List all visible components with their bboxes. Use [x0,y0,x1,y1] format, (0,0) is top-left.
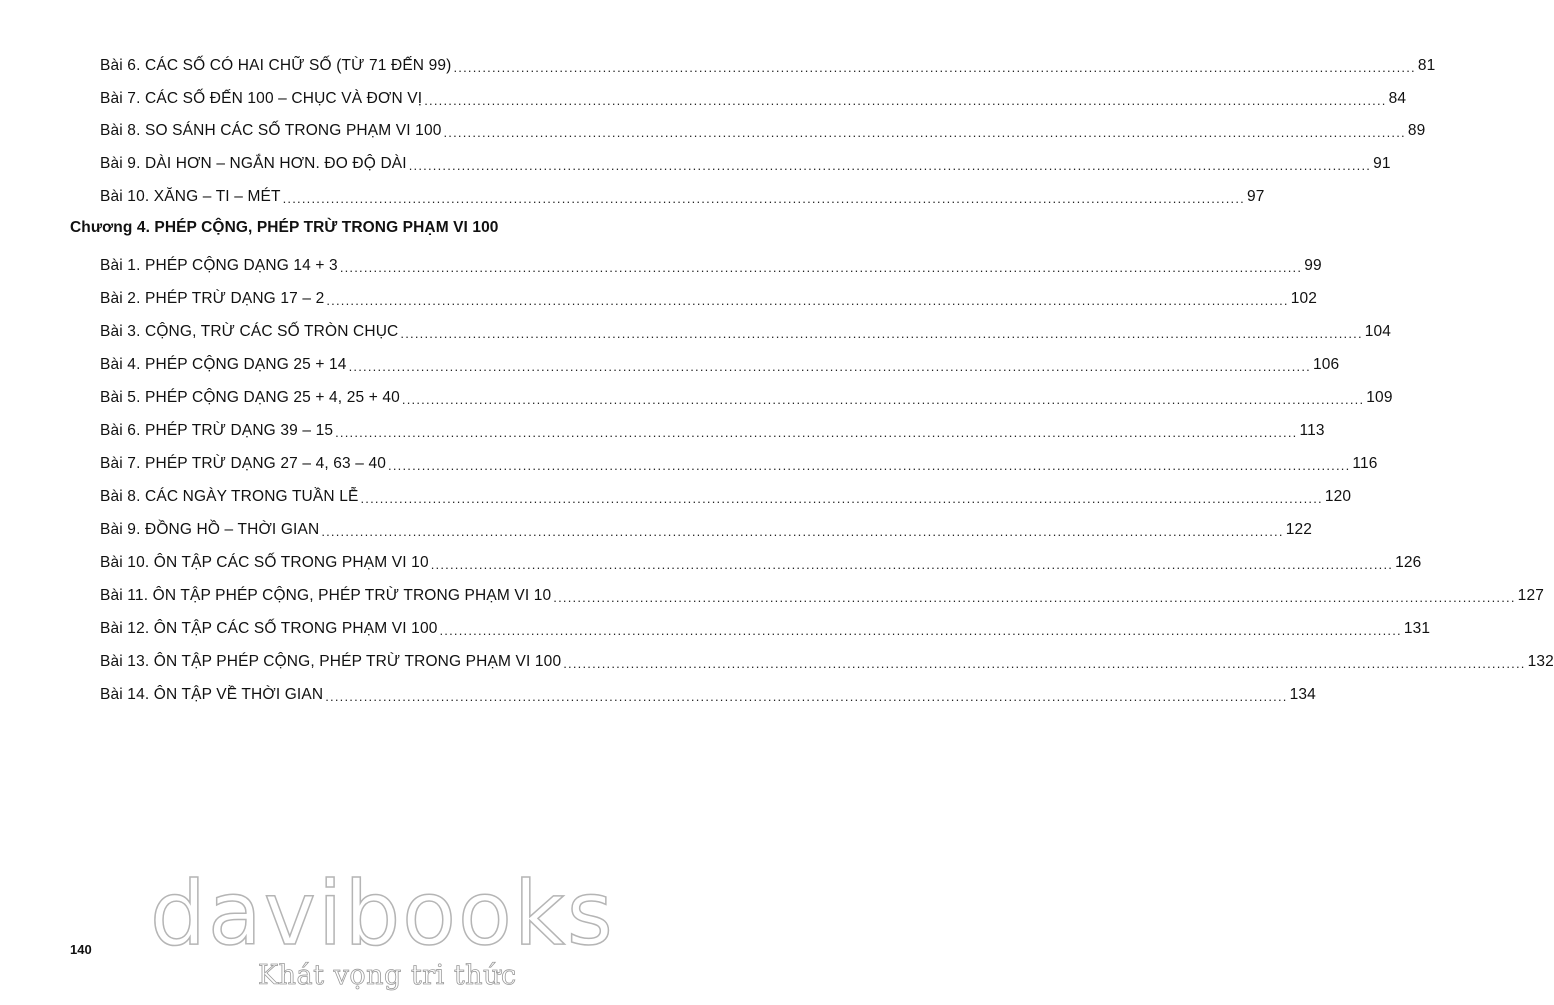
toc-entry-page: 81 [1417,57,1436,74]
toc-entry [100,450,1378,474]
dot-leader: ........................................................................................................................................................................................................ [453,60,1416,75]
toc-entry-page: 134 [1289,686,1316,703]
chapter-heading: Chương 4. PHÉP CỘNG, PHÉP TRỪ TRONG PHẠM VI 100 [70,219,499,236]
toc-entry-label: Bài 10. ÔN TẬP CÁC SỐ TRONG PHẠM VI 10 [100,554,429,571]
toc-entry-label: Bài 7. PHÉP TRỪ DẠNG 27 – 4, 63 – 40 [100,455,387,472]
toc-entry [100,117,1426,141]
toc-entry-page: 97 [1247,188,1265,205]
toc-entry-label: Bài 10. XĂNG – TI – MÉT [100,188,281,205]
toc-entry [100,615,1431,639]
toc-entry [100,52,1436,76]
toc-entry [100,582,1544,606]
toc-entry-page: 126 [1395,554,1422,571]
toc-entry-page: 106 [1312,356,1340,373]
toc-entry-label: Bài 1. PHÉP CỘNG DẠNG 14 + 3 [100,257,338,274]
toc-entry-label: Bài 9. ĐỒNG HỒ – THỜI GIAN [100,521,320,538]
toc-entry [100,150,1391,174]
toc-entry [100,417,1325,441]
toc-entry [100,183,1265,207]
toc-entry-page: 132 [1527,653,1554,670]
toc-entry-label: Bài 8. CÁC NGÀY TRONG TUẦN LỄ [100,488,359,505]
toc-entry [100,384,1393,408]
toc-entry-page: 99 [1304,257,1322,274]
watermark-logo: davibooks [150,862,615,965]
toc-entry-label: Bài 3. CỘNG, TRỪ CÁC SỐ TRÒN CHỤC [100,323,399,340]
dot-leader: ........................................................................................................................................................................................................ [400,326,1363,341]
dot-leader: ........................................................................................................................................................................................................ [439,623,1402,638]
toc-entry-label: Bài 13. ÔN TẬP PHÉP CỘNG, PHÉP TRỪ TRONG PHẠM VI 100 [100,653,562,670]
dot-leader: ........................................................................................................................................................................................................ [430,557,1394,572]
toc-entry-page: 104 [1364,323,1392,340]
toc-entry-label: Bài 7. CÁC SỐ ĐẾN 100 – CHỤC VÀ ĐƠN VỊ [100,90,423,107]
toc-entry-page: 91 [1373,155,1391,172]
toc-entry-page: 89 [1407,122,1426,139]
toc-entry-label: Bài 2. PHÉP TRỪ DẠNG 17 – 2 [100,290,325,307]
toc-entry [100,85,1407,109]
dot-leader: ........................................................................................................................................................................................................ [325,689,1288,704]
toc-entry-label: Bài 5. PHÉP CỘNG DẠNG 25 + 4, 25 + 40 [100,389,400,406]
toc-entry-page: 127 [1517,587,1544,604]
toc-entry-label: Bài 6. CÁC SỐ CÓ HAI CHỮ SỐ (TỪ 71 ĐẾN 99) [100,57,452,74]
toc-entry-page: 122 [1285,521,1312,538]
toc-entry-page: 116 [1352,455,1378,472]
toc-entry [100,351,1340,375]
dot-leader: ........................................................................................................................................................................................................ [563,656,1526,671]
toc-entry [100,516,1312,540]
toc-entry-label: Bài 6. PHÉP TRỪ DẠNG 39 – 15 [100,422,334,439]
toc-entry-label: Bài 8. SO SÁNH CÁC SỐ TRONG PHẠM VI 100 [100,122,442,139]
toc-entry-page: 109 [1366,389,1393,406]
toc-entry-page: 113 [1299,422,1325,439]
dot-leader: ........................................................................................................................................................................................................ [553,590,1516,605]
dot-leader: ........................................................................................................................................................................................................ [335,425,1298,440]
dot-leader: ........................................................................................................................................................................................................ [408,158,1372,173]
toc-entry [100,252,1322,276]
toc-entry-label: Bài 14. ÔN TẬP VỀ THỜI GIAN [100,686,324,703]
toc-entry [100,285,1318,309]
watermark-tagline: Khát vọng tri thức [258,960,517,991]
toc-entry [100,648,1554,672]
toc-entry [100,681,1316,705]
toc-entry-page: 102 [1290,290,1318,307]
dot-leader: ........................................................................................................................................................................................................ [282,191,1245,206]
dot-leader: ........................................................................................................................................................................................................ [348,359,1311,374]
dot-leader: ........................................................................................................................................................................................................ [388,458,1351,473]
dot-leader: ........................................................................................................................................................................................................ [326,293,1289,308]
toc-entry [100,318,1392,342]
toc-entry [100,549,1422,573]
toc-entry-label: Bài 4. PHÉP CỘNG DẠNG 25 + 14 [100,356,347,373]
toc-entry-label: Bài 9. DÀI HƠN – NGẮN HƠN. ĐO ĐỘ DÀI [100,155,407,172]
toc-entry-label: Bài 11. ÔN TẬP PHÉP CỘNG, PHÉP TRỪ TRONG PHẠM VI 10 [100,587,552,604]
dot-leader: ........................................................................................................................................................................................................ [401,392,1365,407]
page-number: 140 [70,942,92,957]
dot-leader: ........................................................................................................................................................................................................ [321,524,1284,539]
dot-leader: ........................................................................................................................................................................................................ [443,125,1406,140]
dot-leader: ........................................................................................................................................................................................................ [339,260,1303,275]
toc-entry-label: Bài 12. ÔN TẬP CÁC SỐ TRONG PHẠM VI 100 [100,620,438,637]
toc-entry-page: 131 [1403,620,1431,637]
dot-leader: ........................................................................................................................................................................................................ [424,93,1387,108]
toc-entry-page: 120 [1324,488,1352,505]
toc-entry-page: 84 [1388,90,1407,107]
toc-entry [100,483,1352,507]
dot-leader: ........................................................................................................................................................................................................ [360,491,1323,506]
